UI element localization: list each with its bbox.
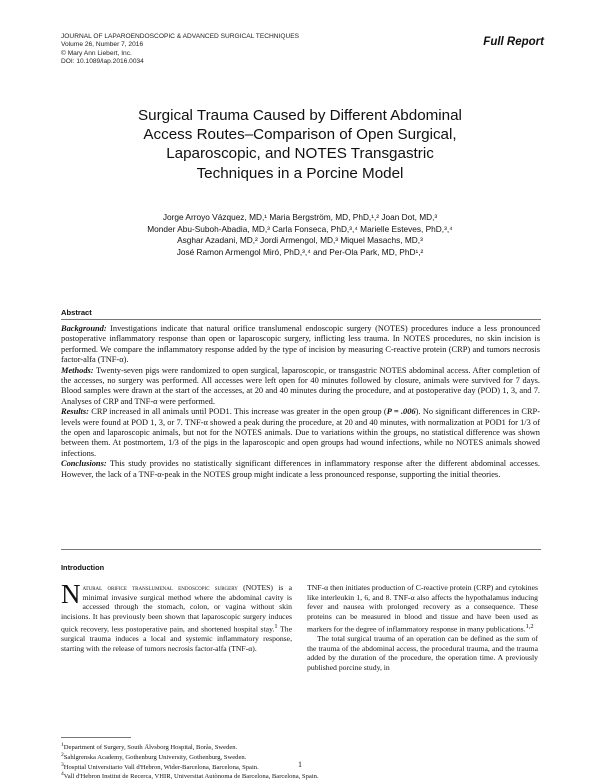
footnote-number: 1 xyxy=(61,742,64,748)
article-title xyxy=(0,106,600,183)
introduction-right-column xyxy=(307,583,538,673)
methods-label: Methods: xyxy=(61,365,94,375)
footnote-text: Hospital Universitario Vall d'Hebron, Wider-Barcelona, Barcelona, Spain. xyxy=(63,763,259,771)
abstract-top-rule xyxy=(61,319,541,320)
conclusions-text: This study provides no statistically significant differences in inflammatory response after the different abdominal accesses. However, the lack of a TNF-α-peak in the NOTES group might indicate a less pronounced response, supporting the initial theories. xyxy=(61,459,540,479)
introduction-text: (NOTES) is a minimal invasive surgical method where the abdominal cavity is accessed through the stomach, colon, or vagina without skin incisions. It has previously been shown that laparoscopic surgery induces quick recovery, less postoperative pain, and shortened hospital stay. xyxy=(61,583,292,634)
author-line: José Ramon Armengol Miró, PhD,³,⁴ and Per-Ola Park, MD, PhD¹,² xyxy=(176,246,424,257)
drop-cap: N xyxy=(61,579,81,609)
journal-doi: DOI: 10.1089/lap.2016.0034 xyxy=(61,57,144,65)
footnote-rule xyxy=(61,737,131,738)
footnote xyxy=(61,771,541,781)
introduction-paragraph xyxy=(307,583,538,634)
abstract-results xyxy=(61,407,540,459)
background-label: Background: xyxy=(61,324,107,333)
journal-name: JOURNAL OF LAPAROENDOSCOPIC & ADVANCED SURGICAL TECHNIQUES xyxy=(61,33,300,40)
title-line: Techniques in a Porcine Model xyxy=(196,164,404,182)
author-line: Asghar Azadani, MD,² Jordi Armengol, MD,³ Miquel Masachs, MD,³ xyxy=(177,235,423,245)
footnote-number: 3 xyxy=(61,761,64,768)
abstract-conclusions xyxy=(61,459,540,480)
introduction-text: The total surgical trauma of an operation can be defined as the sum of the trauma of the abdominal access, the procedural trauma, and the trauma added by the duration of the procedure, the operation time. A previously published porcine study, in xyxy=(307,634,538,673)
introduction-left-column xyxy=(61,579,292,653)
introduction-text: TNF-α then initiates production of C-reactive protein (CRP) and cytokines like interleukin 1, 6, and 8. TNF-α also affects the hypothalamus inducing fever and nausea with prolonged recovery as a consequence. These proteins can be measured in blood and tissue and have been used as markers for the degree of inflammatory response in many publications. xyxy=(307,583,538,634)
footnote-text: Vall d'Hebron Institut de Recerca, VHIR, Universitat Autònoma de Barcelona, Barcelona, Spain. xyxy=(63,773,319,781)
background-text: Investigations indicate that natural orifice translumenal endoscopic surgery (NOTES) procedures induce a less pronounced postoperative inflammatory response than open or laparoscopic surgery, inflicting less trauma. In NOTES procedures, no skin incision is performed. We compare the inflammatory response added by the type of incision by measuring C-reactive protein (CRP) and tumors necrosis factor-alfa (TNF-α). xyxy=(61,324,540,365)
introduction-text-continued: The surgical trauma induces a local and systemic inflammatory response, starting with the release of tumors necrosis factor-alfa (TNF-α). xyxy=(61,624,292,653)
abstract-heading: Abstract xyxy=(61,308,92,317)
footnote-number: 2 xyxy=(61,751,64,758)
methods-text: Twenty-seven pigs were randomized to open surgical, laparoscopic, or transgastric NOTES abdominal access. After completion of the accesses, no surgery was performed. All accesses were left open for 40 minutes followed by closure, animals were survived for 7 days. Blood samples were drawn at the start of the accesses, at 20 and 40 minutes during the procedure, and at postoperative day (POD) 1, 3, and 7. Analyses of CRP and TNF-α were performed. xyxy=(61,365,540,406)
title-line: Laparoscopic, and NOTES Transgastric xyxy=(166,145,434,163)
footnote xyxy=(61,742,541,752)
author-line: Monder Abu-Suboh-Abadia, MD,³ Carla Fonseca, PhD,³,⁴ Marielle Esteves, PhD,³,⁴ xyxy=(147,223,453,234)
abstract-bottom-rule xyxy=(61,549,541,550)
abstract-methods xyxy=(61,366,540,408)
results-text-continued: ). No significant differences in CRP-levels were found at POD 1, 3, or 7. TNF-α showed a peak during the procedure, at 20 and 40 minutes, with normalization at POD1 for 1/3 of the open and laparoscopic animals, but not for the NOTES animals. Due to variations within the groups, no statistical difference was shown between them. At postmortem, 1/3 of the pigs in the laparoscopic and open groups had wound infections, while no NOTES animals showed infections. xyxy=(61,407,540,458)
journal-volume: Volume 26, Number 7, 2016 xyxy=(61,41,144,49)
journal-copyright: © Mary Ann Liebert, Inc. xyxy=(61,49,132,57)
footnote-text: Sahlgrenska Academy, Gothenburg University, Gothenburg, Sweden. xyxy=(63,753,247,761)
citation-ref: 1,2 xyxy=(525,622,534,630)
introduction-paragraph xyxy=(61,579,292,653)
footnote-text: Department of Surgery, South Älvsborg Hospital, Borås, Sweden. xyxy=(63,744,238,752)
introduction-heading: Introduction xyxy=(61,563,105,572)
page-number: 1 xyxy=(298,760,302,769)
citation-ref: 1 xyxy=(274,622,278,630)
introduction-paragraph xyxy=(307,634,538,673)
results-text: CRP increased in all animals until POD1. This increase was greater in the open group ( xyxy=(88,407,387,417)
abstract-background xyxy=(61,324,540,366)
results-p-value: P = .006 xyxy=(386,407,416,417)
report-type-label: Full Report xyxy=(483,36,544,48)
author-line: Jorge Arroyo Vázquez, MD,¹ Maria Bergström, MD, PhD,¹,² Joan Dot, MD,³ xyxy=(162,212,438,222)
journal-header xyxy=(61,33,299,66)
footnote-number: 4 xyxy=(61,771,64,778)
abstract-body xyxy=(61,324,540,480)
conclusions-label: Conclusions: xyxy=(61,459,107,469)
title-line: Access Routes–Comparison of Open Surgical, xyxy=(143,126,457,144)
title-line: Surgical Trauma Caused by Different Abdominal xyxy=(138,107,462,124)
author-list xyxy=(0,212,600,258)
results-label: Results: xyxy=(61,407,89,417)
introduction-lead: atural orifice translumenal endoscopic surgery xyxy=(82,583,238,592)
